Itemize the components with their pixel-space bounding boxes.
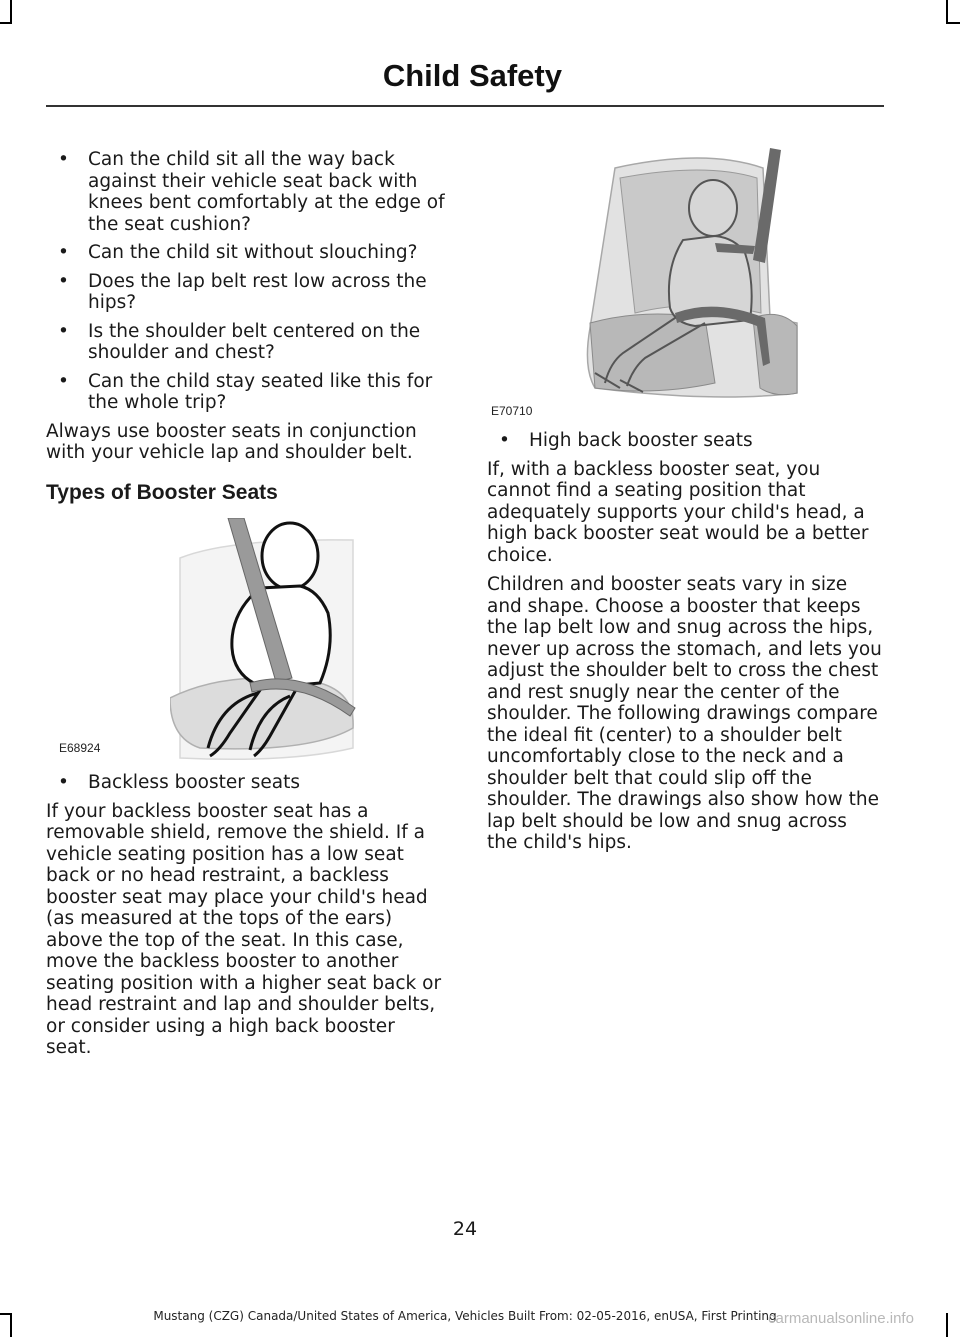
question-list bbox=[46, 149, 446, 414]
figure-label: E68924 bbox=[59, 741, 101, 755]
list-item: • Can the child sit without slouching? bbox=[46, 242, 446, 264]
high-back-booster-illustration bbox=[565, 148, 815, 403]
page-title: Child Safety bbox=[382, 58, 562, 93]
section-heading: Types of Booster Seats bbox=[46, 480, 278, 504]
left-column bbox=[46, 149, 446, 529]
paragraph: If, with a backless booster seat, you cannot find a seating position that adequately supports your child's head, a high back booster seat would be a better choice. bbox=[487, 458, 869, 566]
watermark: carmanualsonline.info bbox=[768, 1310, 914, 1327]
right-column bbox=[487, 430, 882, 862]
list-item: • High back booster seats bbox=[487, 430, 882, 452]
figure-caption-list bbox=[487, 430, 882, 452]
intro-paragraph: Always use booster seats in conjunction with your vehicle lap and shoulder belt. bbox=[46, 420, 417, 463]
crop-mark bbox=[946, 22, 960, 24]
figure-caption-list bbox=[46, 772, 446, 794]
backless-paragraph: If your backless booster seat has a removable shield, remove the shield. If a vehicle seating position has a low seat back or no head restraint, a backless booster seat may place your child's head (as measured at the tops of the ears) above the top of the seat. In this case, move the backless booster to another seating position with a higher seat back or head restraint and lap and shoulder belts, or consider using a high back booster seat. bbox=[46, 800, 442, 1058]
list-item: • Does the lap belt rest low across the hips? bbox=[46, 271, 446, 314]
backless-booster-illustration bbox=[170, 518, 360, 763]
figure-label: E70710 bbox=[491, 404, 533, 418]
page-number: 24 bbox=[452, 1218, 478, 1240]
crop-mark bbox=[0, 22, 12, 24]
list-item: • Can the child sit all the way back against their vehicle seat back with knees bent comfortably at the edge of the seat cushion? bbox=[46, 149, 446, 235]
crop-mark bbox=[946, 0, 948, 24]
footer-text: Mustang (CZG) Canada/United States of America, Vehicles Built From: 02-05-2016, enUSA, First Printing bbox=[153, 1309, 777, 1323]
list-item: • Can the child stay seated like this for the whole trip? bbox=[46, 371, 446, 414]
paragraph: Children and booster seats vary in size and shape. Choose a booster that keeps the lap belt low and snug across the hips, never up across the stomach, and lets you adjust the shoulder belt to cross the chest and rest snugly near the center of the shoulder. The following drawings compare the ideal fit (center) to a shoulder belt uncomfortably close to the neck and a shoulder belt that could slip off the shoulder. The drawings also show how the lap belt should be low and snug across the child's hips. bbox=[487, 574, 882, 853]
header-divider bbox=[46, 105, 884, 107]
crop-mark bbox=[10, 0, 12, 24]
left-column-lower bbox=[46, 772, 446, 1067]
list-item: • Is the shoulder belt centered on the shoulder and chest? bbox=[46, 321, 446, 364]
list-item: • Backless booster seats bbox=[46, 772, 446, 794]
crop-mark bbox=[946, 1313, 948, 1337]
